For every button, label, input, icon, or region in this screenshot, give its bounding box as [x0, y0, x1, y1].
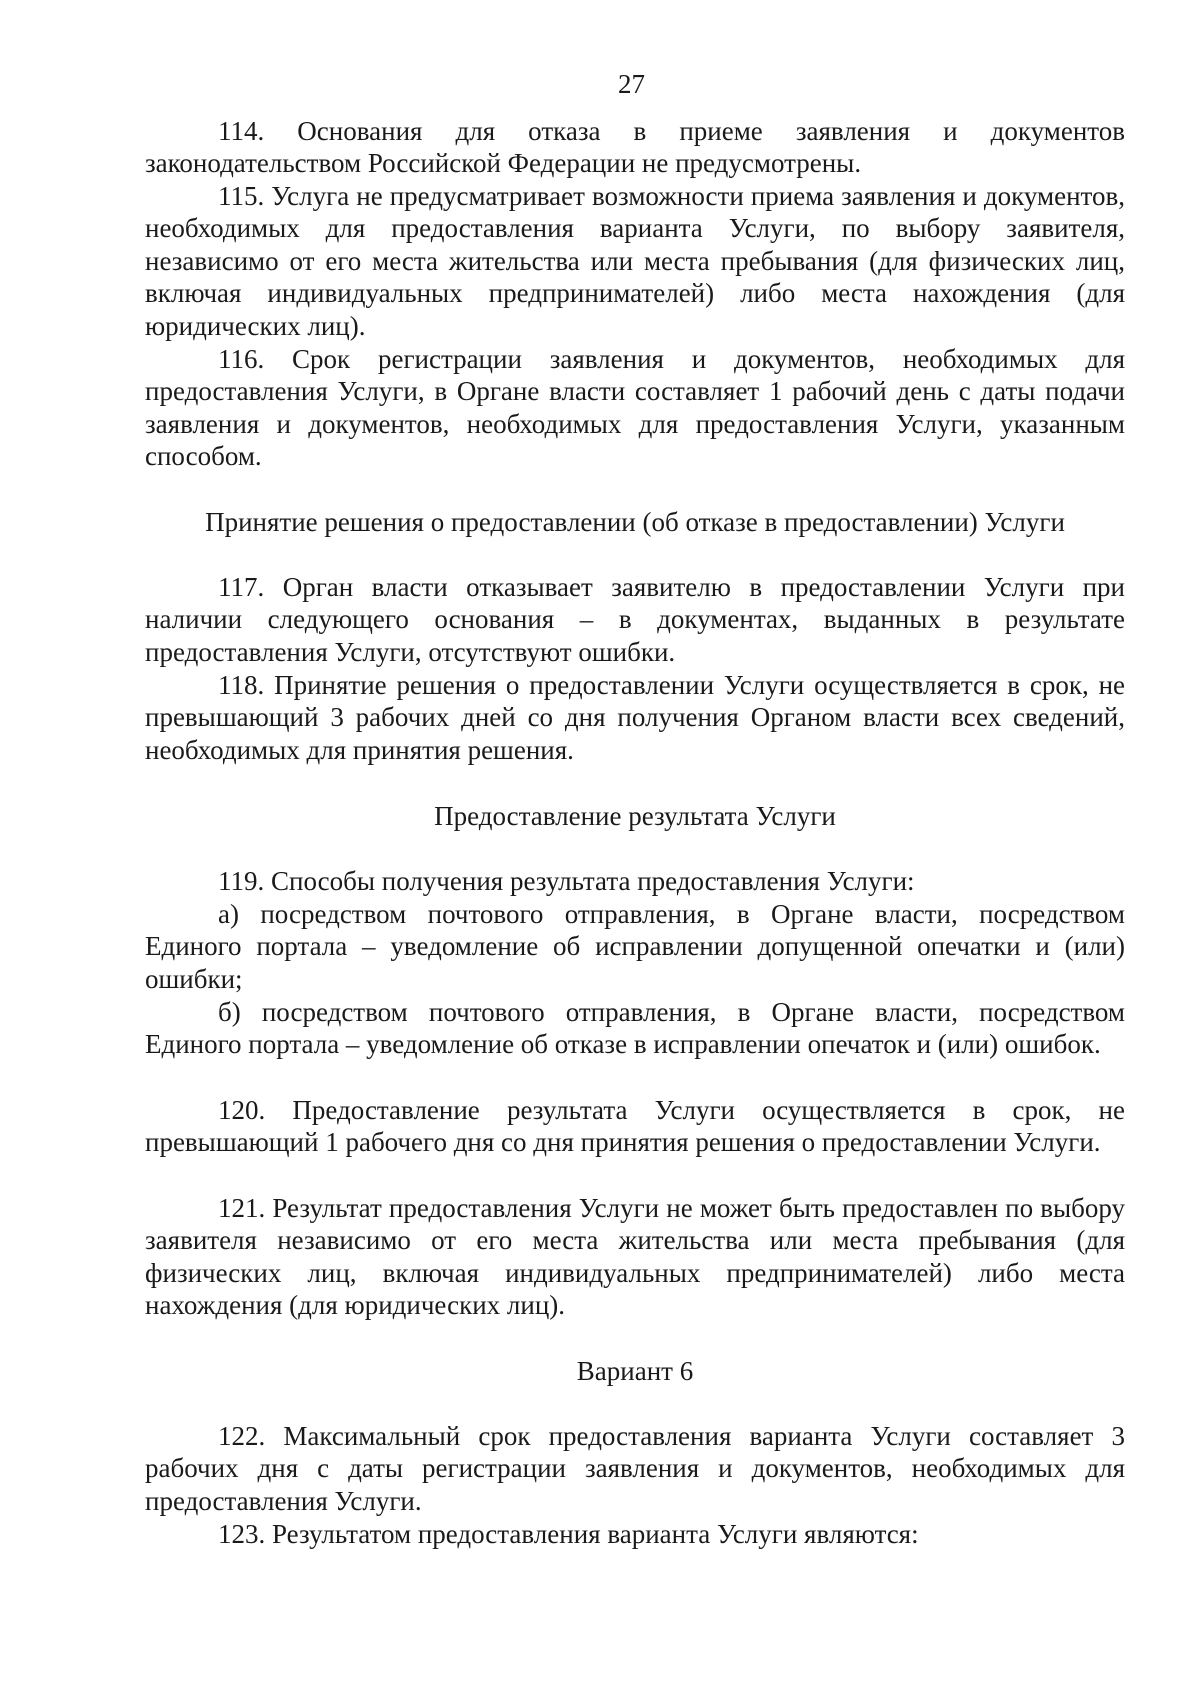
paragraph-119-a: а) посредством почтового отправления, в Органе власти, посредством Единого портала – уведомление об исправлении допущенной опечатки и (или) ошибки;	[145, 899, 1125, 994]
paragraph-123: 123. Результатом предоставления варианта Услуги являются:	[218, 1519, 919, 1549]
section-heading-decision: Принятие решения о предоставлении (об отказе в предоставлении) Услуги	[205, 507, 1065, 537]
paragraph-115: 115. Услуга не предусматривает возможности приема заявления и документов, необходимых для предоставления варианта Услуги, по выбору заявителя, независимо от его места жительства или места пребывания (для физических лиц, включая индивидуальных предпринимателей) либо места нахождения (для юридических лиц).	[145, 181, 1125, 341]
paragraph-117: 117. Орган власти отказывает заявителю в предоставлении Услуги при наличии следующего основания – в документах, выданных в результате предоставления Услуги, отсутствуют ошибки.	[145, 572, 1125, 667]
paragraph-121: 121. Результат предоставления Услуги не может быть предоставлен по выбору заявителя независимо от его места жительства или места пребывания (для физических лиц, включая индивидуальных предпринимателей) либо места нахождения (для юридических лиц).	[145, 1193, 1125, 1321]
paragraph-114: 114. Основания для отказа в приеме заявления и документов законодательством Российской Федерации не предусмотрены.	[145, 116, 1125, 179]
paragraph-116: 116. Срок регистрации заявления и документов, необходимых для предоставления Услуги, в Органе власти составляет 1 рабочий день с даты подачи заявления и документов, необходимых для предоставления Услуги, указанным способом.	[145, 344, 1125, 472]
page-number: 27	[618, 69, 645, 99]
paragraph-122: 122. Максимальный срок предоставления варианта Услуги составляет 3 рабочих дня с даты регистрации заявления и документов, необходимых для предоставления Услуги.	[145, 1421, 1125, 1516]
section-heading-result: Предоставление результата Услуги	[434, 801, 836, 831]
section-heading-variant: Вариант 6	[576, 1356, 694, 1386]
paragraph-119-b: б) посредством почтового отправления, в Органе власти, посредством Единого портала – уведомление об отказе в исправлении опечаток и (или) ошибок.	[145, 997, 1125, 1060]
paragraph-119: 119. Способы получения результата предоставления Услуги:	[218, 866, 915, 896]
paragraph-120: 120. Предоставление результата Услуги осуществляется в срок, не превышающий 1 рабочего дня со дня принятия решения о предоставлении Услуги.	[145, 1095, 1125, 1158]
paragraph-118: 118. Принятие решения о предоставлении Услуги осуществляется в срок, не превышающий 3 рабочих дней со дня получения Органом власти всех сведений, необходимых для принятия решения.	[145, 670, 1125, 765]
